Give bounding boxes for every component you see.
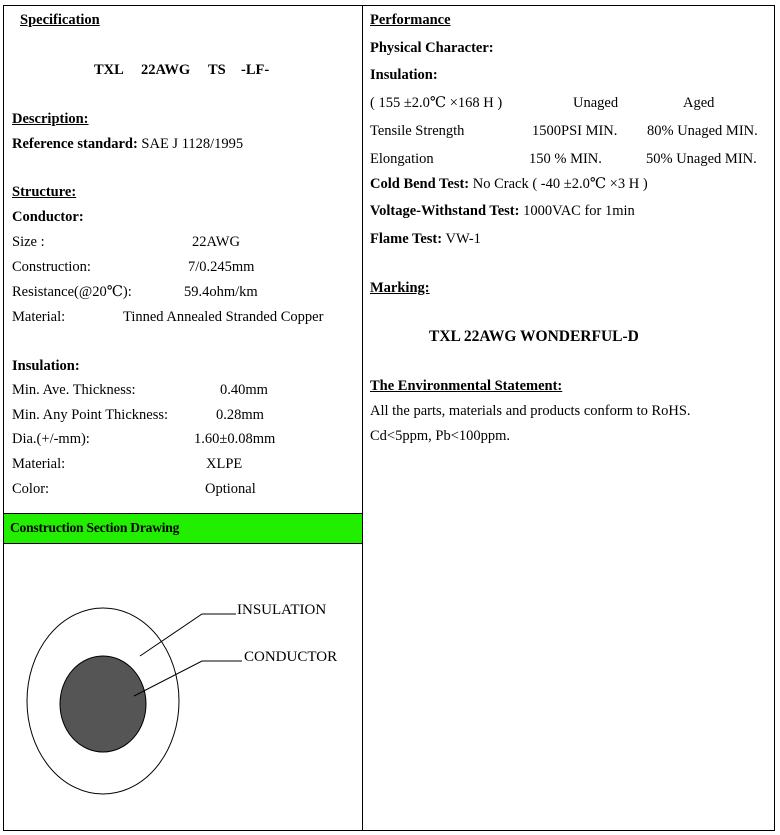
insulation-heading: Insulation: [12,358,80,374]
conductor-value: Tinned Annealed Stranded Copper [123,309,324,325]
structure-heading: Structure: [12,184,77,200]
property-label: Tensile Strength [370,123,465,139]
specification-heading: Specification [20,12,100,28]
spec-sheet [3,5,775,831]
construction-drawing-header [4,513,362,544]
aged-header: Aged [683,95,715,111]
flame-test [370,231,481,248]
conductor-value: 7/0.245mm [188,259,255,275]
part-gauge: 22AWG [141,62,191,78]
cold-bend-label: Cold Bend Test: [370,176,470,192]
insulation-value: 1.60±0.08mm [194,431,276,447]
marking-text: TXL 22AWG WONDERFUL-D [429,328,639,345]
unaged-value: 150 % MIN. [529,151,602,167]
part-model: TXL [94,62,124,78]
insulation-value: 0.40mm [220,382,268,398]
cold-bend-value: No Crack ( -40 ±2.0℃ ×3 H ) [472,176,648,192]
insulation-value: XLPE [206,456,243,472]
voltage-value: 1000VAC for 1min [523,203,635,219]
marking-heading: Marking: [370,280,430,296]
part-suffix: -LF- [241,62,270,78]
environmental-line: All the parts, materials and products conform to RoHS. [370,403,691,419]
insulation-label: Min. Any Point Thickness: [12,407,169,423]
conductor-label: Construction: [12,259,91,275]
voltage-label: Voltage-Withstand Test: [370,203,520,219]
unaged-value: 1500PSI MIN. [532,123,618,139]
reference-value: SAE J 1128/1995 [141,136,244,152]
aged-value: 80% Unaged MIN. [647,123,758,139]
conductor-label: Size : [12,234,45,250]
voltage-withstand-test [370,203,635,220]
flame-label: Flame Test: [370,231,443,247]
column-divider [362,6,363,830]
conductor-label: Resistance(@20℃): [12,284,132,300]
aging-condition: ( 155 ±2.0℃ ×168 H ) [370,95,503,111]
part-type: TS [208,62,226,78]
insulation-label: Material: [12,456,66,472]
physical-character-heading: Physical Character: [370,40,494,56]
environmental-heading: The Environmental Statement: [370,378,563,394]
insulation-label: Dia.(+/-mm): [12,431,90,447]
conductor-core [60,656,146,752]
reference-label: Reference standard: [12,136,138,152]
flame-value: VW-1 [445,231,481,247]
aged-value: 50% Unaged MIN. [646,151,757,167]
conductor-value: 22AWG [192,234,240,250]
cable-cross-section-drawing [4,544,362,830]
insulation-value: 0.28mm [216,407,264,423]
cold-bend-test [370,176,648,193]
insulation-label: Min. Ave. Thickness: [12,382,136,398]
environmental-line: Cd<5ppm, Pb<100ppm. [370,428,511,444]
insulation-value: Optional [205,481,256,497]
conductor-heading: Conductor: [12,209,84,225]
description-heading: Description: [12,111,89,127]
conductor-label: Material: [12,309,66,325]
performance-heading: Performance [370,12,451,28]
conductor-label: CONDUCTOR [244,649,338,665]
unaged-header: Unaged [573,95,619,111]
conductor-value: 59.4ohm/km [184,284,258,300]
insulation-label: INSULATION [237,602,327,618]
reference-standard [12,136,243,153]
construction-drawing-heading: Construction Section Drawing [10,520,180,535]
insulation-label: Color: [12,481,50,497]
property-label: Elongation [370,151,434,167]
perf-insulation-heading: Insulation: [370,67,438,83]
